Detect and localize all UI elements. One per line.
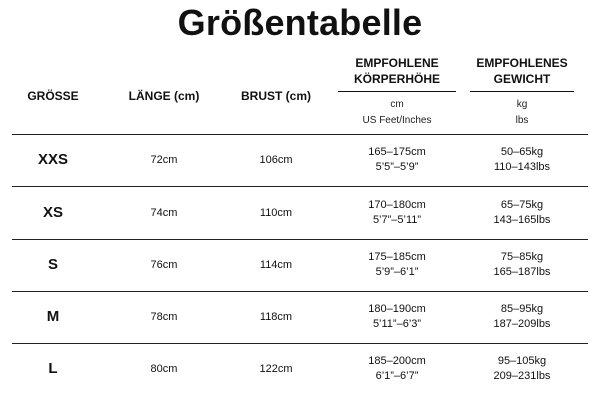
header-height-line1: EMPFOHLENE	[355, 56, 439, 70]
table-row	[0, 344, 600, 394]
page-title: Größentabelle	[177, 2, 423, 43]
length-value: 76cm	[150, 259, 178, 271]
header-weight-line2: GEWICHT	[493, 72, 551, 86]
height-cm: 185–200cm	[368, 355, 426, 367]
height-values	[338, 198, 456, 228]
weight-kg: 75–85kg	[500, 251, 544, 263]
chest-value: 114cm	[259, 259, 293, 271]
weight-lbs: 187–209lbs	[493, 318, 551, 330]
height-values	[338, 250, 456, 280]
size-label: L	[48, 360, 58, 377]
weight-kg: 85–95kg	[500, 303, 544, 315]
weight-lbs: 209–231lbs	[493, 370, 551, 382]
header-length: LÄNGE (cm)	[128, 89, 200, 103]
chest-value: 110cm	[259, 207, 293, 219]
weight-lbs: 143–165lbs	[493, 214, 551, 226]
chest-value: 122cm	[259, 363, 293, 375]
weight-values	[470, 250, 574, 280]
weight-values	[470, 198, 574, 228]
height-cm: 180–190cm	[368, 303, 426, 315]
chest-value: 106cm	[259, 154, 293, 166]
weight-values	[470, 145, 574, 175]
table-row	[0, 188, 600, 238]
header-height-unit-ft: US Feet/Inches	[362, 115, 432, 126]
height-values	[338, 145, 456, 175]
weight-kg: 95–105kg	[497, 355, 547, 367]
height-cm: 170–180cm	[368, 199, 426, 211]
length-value: 74cm	[150, 207, 178, 219]
header-height-unit-cm: cm	[390, 99, 404, 110]
height-values	[338, 354, 456, 384]
table-divider	[12, 186, 588, 187]
header-height-underline	[338, 91, 456, 92]
length-value: 72cm	[150, 154, 178, 166]
height-values	[338, 302, 456, 332]
weight-lbs: 110–143lbs	[493, 161, 551, 173]
length-value: 80cm	[150, 363, 178, 375]
table-row	[0, 135, 600, 185]
height-cm: 175–185cm	[368, 251, 426, 263]
height-cm: 165–175cm	[368, 146, 426, 158]
size-label: XS	[42, 204, 63, 221]
height-ft: 5’5”–5’9”	[375, 161, 419, 173]
height-ft: 5’9”–6’1”	[375, 266, 419, 278]
header-weight-unit-kg: kg	[516, 99, 528, 110]
header-height-line2: KÖRPERHÖHE	[353, 72, 440, 86]
height-ft: 6’1”–6’7”	[375, 370, 419, 382]
size-label: XXS	[37, 151, 68, 168]
header-weight-line1: EMPFOHLENES	[476, 56, 568, 70]
size-label: S	[47, 256, 58, 273]
table-row	[0, 240, 600, 290]
table-row	[0, 292, 600, 342]
length-value: 78cm	[150, 311, 178, 323]
header-weight-unit-lbs: lbs	[515, 115, 529, 126]
chest-value: 118cm	[259, 311, 293, 323]
weight-values	[470, 354, 574, 384]
header-weight-underline	[470, 91, 574, 92]
header-chest: BRUST (cm)	[240, 89, 311, 103]
weight-values	[470, 302, 574, 332]
weight-kg: 65–75kg	[500, 199, 544, 211]
size-label: M	[46, 308, 60, 325]
height-ft: 5’11”–6’3”	[372, 318, 422, 330]
weight-kg: 50–65kg	[500, 146, 544, 158]
weight-lbs: 165–187lbs	[493, 266, 551, 278]
height-ft: 5’7”–5’11”	[372, 214, 422, 226]
header-size: GRÖSSE	[27, 89, 79, 103]
